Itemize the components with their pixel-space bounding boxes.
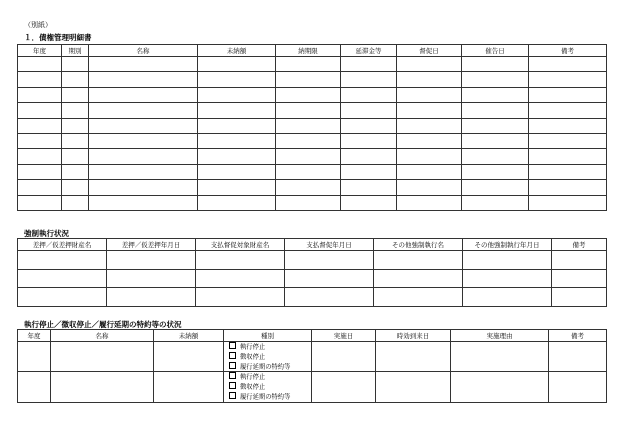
table-cell[interactable] [276,149,341,164]
col-header-period: 期別 [62,45,89,57]
type-option-label: 徴収停止 [240,383,266,391]
col-header-name: 名称 [51,330,154,342]
table-cell[interactable] [18,372,51,402]
table-cell[interactable] [451,372,549,402]
enforcement-status-table [17,238,607,307]
type-options-cell [224,372,312,402]
col-header-fiscal-year: 年度 [18,330,51,342]
type-option-label: 徴収停止 [240,353,266,361]
table-row [18,87,607,102]
table-row [18,164,607,179]
table-cell[interactable] [463,269,552,288]
claims-detail-table [17,44,607,211]
table-cell[interactable] [198,118,276,133]
table-cell[interactable] [18,195,62,210]
table-cell[interactable] [276,72,341,87]
section-title-enforcement: 強制執行状況 [24,229,69,238]
table-cell[interactable] [549,342,607,372]
table-cell[interactable] [276,164,341,179]
table-row [18,372,607,402]
table-cell[interactable] [312,372,376,402]
table-cell[interactable] [18,72,62,87]
table-cell[interactable] [51,342,154,372]
table-row [18,57,607,72]
table-row [18,180,607,195]
col-header-reason: 実施理由 [451,330,549,342]
table-cell[interactable] [18,133,62,148]
table-cell[interactable] [529,72,607,87]
table-cell[interactable] [341,57,397,72]
table-cell[interactable] [89,180,198,195]
type-option[interactable] [229,372,311,382]
col-header-payment-order-property: 支払督促対象財産名 [196,239,285,251]
table-cell[interactable] [198,164,276,179]
table-cell[interactable] [18,103,62,118]
table-cell[interactable] [62,72,89,87]
checkbox-icon[interactable] [229,372,236,379]
table-cell[interactable] [198,87,276,102]
table-header-row [18,330,607,342]
col-header-other-enforcement-date: その他強制執行年月日 [463,239,552,251]
col-header-remarks: 備考 [549,330,607,342]
type-option-label: 履行延期の特約等 [240,393,291,401]
table-cell[interactable] [18,251,107,270]
checkbox-icon[interactable] [229,392,236,399]
table-row [18,195,607,210]
table-cell[interactable] [107,251,196,270]
table-cell[interactable] [89,103,198,118]
table-cell[interactable] [397,133,462,148]
table-cell[interactable] [89,87,198,102]
table-cell[interactable] [196,269,285,288]
table-row [18,133,607,148]
table-row [18,342,607,372]
table-cell[interactable] [451,342,549,372]
table-cell[interactable] [529,149,607,164]
col-header-payment-order-date: 支払督促年月日 [285,239,374,251]
col-header-other-enforcement: その他強制執行名 [374,239,463,251]
table-cell[interactable] [529,87,607,102]
table-cell[interactable] [397,180,462,195]
table-cell[interactable] [198,72,276,87]
table-cell[interactable] [89,57,198,72]
table-cell[interactable] [89,118,198,133]
table-cell[interactable] [462,87,529,102]
table-cell[interactable] [198,133,276,148]
table-cell[interactable] [462,72,529,87]
table-cell[interactable] [462,57,529,72]
table-cell[interactable] [18,57,62,72]
table-cell[interactable] [341,164,397,179]
table-cell[interactable] [462,180,529,195]
suspension-status-table [17,329,607,403]
table-cell[interactable] [276,57,341,72]
table-cell[interactable] [552,269,607,288]
table-cell[interactable] [529,103,607,118]
table-cell[interactable] [107,269,196,288]
table-cell[interactable] [18,269,107,288]
table-cell[interactable] [18,118,62,133]
table-cell[interactable] [89,149,198,164]
col-header-seized-property: 差押／仮差押財産名 [18,239,107,251]
table-cell[interactable] [397,195,462,210]
table-cell[interactable] [463,251,552,270]
table-cell[interactable] [529,164,607,179]
table-cell[interactable] [462,118,529,133]
table-row [18,72,607,87]
table-cell[interactable] [62,118,89,133]
type-option-label: 履行延期の特約等 [240,363,291,371]
table-cell[interactable] [62,133,89,148]
table-cell[interactable] [18,288,107,307]
table-cell[interactable] [397,118,462,133]
table-cell[interactable] [549,372,607,402]
col-header-remarks: 備考 [552,239,607,251]
checkbox-icon[interactable] [229,352,236,359]
checkbox-icon[interactable] [229,362,236,369]
table-row [18,103,607,118]
table-row [18,288,607,307]
type-option-label: 執行停止 [240,373,266,381]
section-title-suspension-status: 執行停止／徴収停止／履行延期の特約等の状況 [24,320,182,329]
table-cell[interactable] [397,87,462,102]
table-cell[interactable] [376,372,451,402]
col-header-unpaid-amount: 未納額 [154,330,224,342]
checkbox-icon[interactable] [229,342,236,349]
table-cell[interactable] [397,72,462,87]
table-cell[interactable] [312,342,376,372]
table-cell[interactable] [62,149,89,164]
table-cell[interactable] [374,251,463,270]
table-cell[interactable] [462,103,529,118]
table-cell[interactable] [397,103,462,118]
col-header-unpaid-amount: 未納額 [198,45,276,57]
table-cell[interactable] [341,149,397,164]
table-cell[interactable] [196,251,285,270]
table-row [18,269,607,288]
table-cell[interactable] [89,72,198,87]
table-cell[interactable] [341,87,397,102]
table-cell[interactable] [374,269,463,288]
table-cell[interactable] [107,288,196,307]
table-cell[interactable] [529,57,607,72]
table-cell[interactable] [462,149,529,164]
table-cell[interactable] [341,195,397,210]
table-cell[interactable] [198,195,276,210]
table-cell[interactable] [62,180,89,195]
table-cell[interactable] [62,103,89,118]
table-cell[interactable] [18,164,62,179]
table-cell[interactable] [198,103,276,118]
table-header-row [18,239,607,251]
type-option[interactable] [229,342,311,352]
table-cell[interactable] [462,164,529,179]
table-cell[interactable] [397,164,462,179]
col-header-reminder-date: 督促日 [397,45,462,57]
col-header-fiscal-year: 年度 [18,45,62,57]
table-cell[interactable] [51,372,154,402]
type-options-cell [224,342,312,372]
col-header-demand-date: 催告日 [462,45,529,57]
table-cell[interactable] [198,180,276,195]
table-cell[interactable] [397,57,462,72]
annex-label: （別紙） [24,21,52,29]
col-header-seizure-date: 差押／仮差押年月日 [107,239,196,251]
col-header-type: 種別 [224,330,312,342]
table-cell[interactable] [552,288,607,307]
col-header-remarks: 備考 [529,45,607,57]
table-cell[interactable] [285,288,374,307]
table-header-row [18,45,607,57]
col-header-prescription-date: 時効到来日 [376,330,451,342]
table-cell[interactable] [463,288,552,307]
table-cell[interactable] [276,133,341,148]
type-option-label: 執行停止 [240,343,266,351]
col-header-implementation-date: 実施日 [312,330,376,342]
table-cell[interactable] [341,180,397,195]
table-row [18,149,607,164]
table-cell[interactable] [18,342,51,372]
table-cell[interactable] [198,57,276,72]
table-cell[interactable] [529,195,607,210]
col-header-late-fees: 延滞金等 [341,45,397,57]
table-cell[interactable] [276,180,341,195]
table-cell[interactable] [529,118,607,133]
table-cell[interactable] [198,149,276,164]
table-cell[interactable] [89,133,198,148]
section-title-claims-detail: １．債権管理明細書 [24,33,92,42]
table-cell[interactable] [18,87,62,102]
table-cell[interactable] [62,57,89,72]
table-cell[interactable] [341,72,397,87]
table-cell[interactable] [529,133,607,148]
table-cell[interactable] [154,372,224,402]
col-header-name: 名称 [89,45,198,57]
table-cell[interactable] [62,164,89,179]
table-cell[interactable] [276,103,341,118]
table-cell[interactable] [18,149,62,164]
table-cell[interactable] [397,149,462,164]
table-cell[interactable] [341,103,397,118]
table-cell[interactable] [62,87,89,102]
col-header-due-date: 納期限 [276,45,341,57]
table-cell[interactable] [341,133,397,148]
table-cell[interactable] [376,342,451,372]
table-cell[interactable] [341,118,397,133]
table-cell[interactable] [196,288,285,307]
table-cell[interactable] [154,342,224,372]
table-cell[interactable] [18,180,62,195]
table-cell[interactable] [552,251,607,270]
table-cell[interactable] [529,180,607,195]
table-cell[interactable] [462,195,529,210]
table-cell[interactable] [276,118,341,133]
table-cell[interactable] [285,269,374,288]
type-option[interactable] [229,352,311,362]
table-cell[interactable] [89,195,198,210]
type-option[interactable] [229,392,311,402]
type-option[interactable] [229,362,311,372]
table-cell[interactable] [462,133,529,148]
table-row [18,251,607,270]
checkbox-icon[interactable] [229,382,236,389]
table-cell[interactable] [285,251,374,270]
table-cell[interactable] [89,164,198,179]
table-cell[interactable] [62,195,89,210]
table-cell[interactable] [374,288,463,307]
table-row [18,118,607,133]
type-option[interactable] [229,382,311,392]
table-cell[interactable] [276,195,341,210]
table-cell[interactable] [276,87,341,102]
